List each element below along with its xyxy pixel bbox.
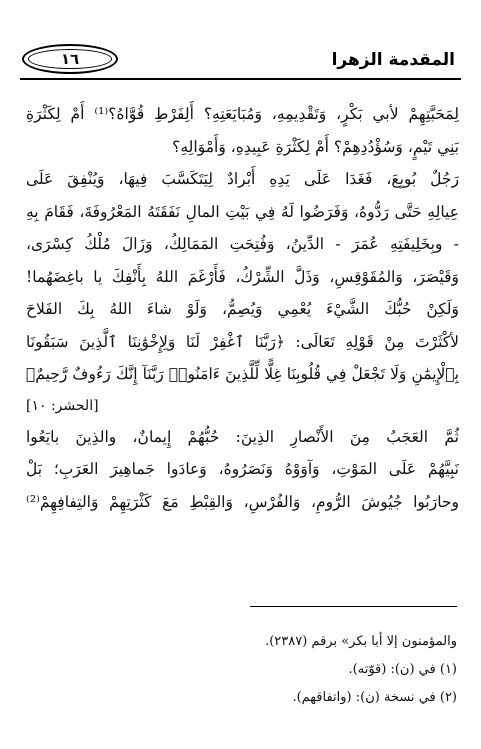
footnote-2: (٢) في نسخة (ن): (واتفاقهم). (292, 690, 457, 705)
book-title: المقدمة الزهرا (331, 50, 455, 70)
text-line: بَنِي تَيْمٍ، وَسُؤْدُدِهِمْ؟ أَمْ لِكَثْرَةِ عَبِيدِهِ، وَأَمْوَالِهِ؟ (172, 137, 459, 156)
text-line: لِمَحَبَّتِهِمْ لأبي بَكْرٍ، وَتَقْدِيمِهِ، وَمُبَايَعَتِهِ؟ أَلِفَرْطِ قُوَّاهُ؟⁽¹⁾ أَمْ لِكَثْرَةِ (26, 105, 459, 123)
verse-reference: [الحشر: ١٠] (26, 397, 99, 414)
header-rule (20, 78, 461, 80)
text-line: وَلَكِنْ حُبُّكَ الشَّيْءَ يُعْمِي وَيُصِمُّ، وَلَوْ شاءَ اللهُ بِكَ الفَلاحَ (26, 300, 459, 318)
text-line: عِيالِهِ حَتَّى رَدُّوهُ، وَفَرَضُوا لَهُ فِي بَيْتِ المالِ نَفَقَتَهُ المَعْرُوفَةَ، فَقَامَ بِهِ (26, 202, 459, 221)
quran-verse-line: بِٱلْإِيمَٰنِ وَلَا تَجْعَلْ فِي قُلُوبِنَا غِلًّا لِّلَّذِينَ ءَامَنُوا۟ رَبَّنَآ إِنَّكَ رَءُوفٌ رَّحِيمٌ﴾ (26, 365, 459, 383)
text-line: رَجُلٌ بُويِعَ، فَغَدَا عَلَى يَدِهِ أَبْرادٌ لِيَتَكَسَّبَ فِيهَا، وَيُنْفِقَ عَلَى (26, 170, 459, 188)
page-header (20, 44, 461, 82)
text-line: نَبِيَّهُمْ عَلَى المَوْتِ، وَآوَوْهُ وَنَصَرُوهُ، وَعادَوا جَماهِيرَ العَرَبِ؛ بَلْ (26, 460, 459, 478)
text-line: وحارَبُوا جُيُوشَ الرُّومِ، وَالفُرْسِ، وَالقِبْطِ مَعَ كَثْرَتِهِمْ وَالتِفافِهِمْ⁽²⁾ (26, 492, 459, 511)
main-text (26, 98, 459, 518)
text-line: وَقَيْصَرَ، وَالمُقَوْقِسِ، وَذَلَّ الشِّرْكُ، فَأَرْغَمَ اللهُ بِأَنْفِكَ يا باغِضَهُما! (26, 267, 459, 286)
page-number: ١٦ (60, 50, 80, 68)
quran-verse-line: لأكْثَرْتَ مِنْ قَوْلِهِ تَعَالَى: ﴿رَبَّنَا ٱغْفِرْ لَنَا وَلِإِخْوَٰنِنَا ٱلَّذِينَ سَبَقُونَا (26, 332, 459, 351)
footnote-separator (250, 606, 457, 607)
footnote-continuation: والمؤمنون إلا أبا بكر» برقم (٢٣٨٧). (265, 634, 457, 649)
text-line: - وبِخَلِيفَتِهِ عُمَرَ - الدِّينُ، وَفُتِحَتِ المَمَالِكُ، وَزَالَ مُلْكُ كِسْرَى، (26, 235, 459, 253)
text-line: ثُمَّ العَجَبُ مِنَ الأَنْصارِ الذِينَ: حُبُّهُمْ إِيمانٌ، والذِينَ بايَعُوا (26, 427, 459, 446)
page-number-badge (22, 44, 118, 74)
footnotes (26, 628, 457, 712)
footnote-1: (١) في (ن): (قوّته). (348, 662, 457, 677)
